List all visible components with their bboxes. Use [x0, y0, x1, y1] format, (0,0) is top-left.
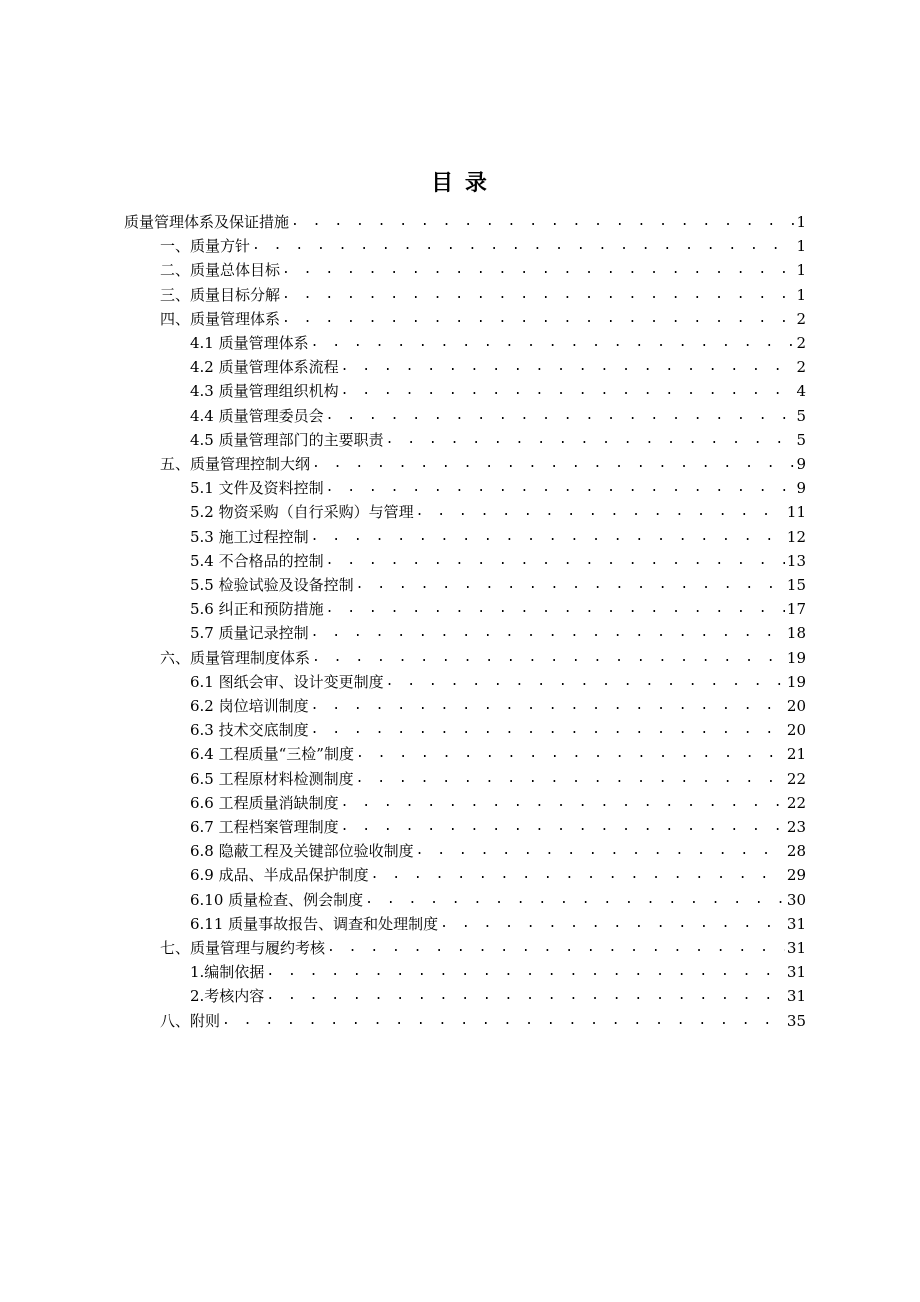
toc-entry-title: 6.11 质量事故报告、调查和处理制度 [190, 915, 439, 933]
toc-entry-title: 6.7 工程档案管理制度 [190, 818, 339, 836]
toc-entry-page-number: 18 [786, 624, 806, 642]
toc-entry[interactable] [160, 232, 806, 256]
toc-entry-page-number: 1 [796, 237, 806, 255]
toc-entry[interactable] [160, 644, 806, 668]
toc-entry[interactable] [190, 353, 806, 377]
toc-entry-page-number: 1 [796, 286, 806, 304]
toc-entry-title: 2.考核内容 [190, 987, 265, 1005]
toc-dot-leader [327, 938, 785, 958]
toc-dot-leader [356, 744, 785, 764]
toc-entry-title: 6.8 隐蔽工程及关键部位验收制度 [190, 842, 414, 860]
toc-entry-title: 三、质量目标分解 [160, 286, 281, 304]
toc-entry[interactable] [160, 1007, 806, 1031]
toc-entry[interactable] [190, 910, 806, 934]
toc-entry[interactable] [190, 595, 806, 619]
toc-entry[interactable] [190, 668, 806, 692]
toc-dot-leader [311, 623, 785, 643]
toc-entry-title: 质量管理体系及保证措施 [124, 213, 290, 231]
toc-entry-title: 六、质量管理制度体系 [160, 649, 311, 667]
toc-dot-leader [416, 841, 785, 861]
toc-entry-page-number: 29 [786, 866, 806, 884]
toc-title: 目 录 [431, 170, 489, 196]
toc-dot-leader [341, 793, 785, 813]
toc-dot-leader [356, 769, 785, 789]
toc-dot-leader [326, 551, 785, 571]
toc-dot-leader [266, 986, 785, 1006]
toc-entry-page-number: 5 [796, 407, 806, 425]
toc-dot-leader [416, 502, 785, 522]
toc-entry[interactable] [190, 547, 806, 571]
toc-entry[interactable] [190, 789, 806, 813]
toc-entry[interactable] [190, 402, 806, 426]
toc-entry[interactable] [190, 377, 806, 401]
toc-dot-leader [341, 357, 794, 377]
toc-dot-leader [365, 890, 785, 910]
toc-entry[interactable] [160, 934, 806, 958]
toc-entry[interactable] [190, 982, 806, 1006]
toc-entry-title: 七、质量管理与履约考核 [160, 939, 326, 957]
toc-dot-leader [311, 696, 785, 716]
toc-entry-title: 5.4 不合格品的控制 [190, 552, 324, 570]
toc-entry-page-number: 1 [796, 213, 806, 231]
toc-entry-title: 4.1 质量管理体系 [190, 334, 309, 352]
toc-dot-leader [311, 527, 785, 547]
toc-dot-leader [312, 454, 794, 474]
toc-dot-leader [386, 672, 785, 692]
toc-entry-page-number: 11 [786, 503, 806, 521]
toc-entry[interactable] [190, 958, 806, 982]
toc-entry-page-number: 2 [796, 358, 806, 376]
toc-entry-title: 6.9 成品、半成品保护制度 [190, 866, 369, 884]
toc-entry-title: 5.1 文件及资料控制 [190, 479, 324, 497]
toc-dot-leader [326, 478, 794, 498]
toc-entry[interactable] [160, 256, 806, 280]
toc-entry-page-number: 9 [796, 479, 806, 497]
toc-entry[interactable] [190, 765, 806, 789]
toc-entry[interactable] [160, 305, 806, 329]
toc-entry-page-number: 28 [786, 842, 806, 860]
toc-entry-title: 6.5 工程原材料检测制度 [190, 770, 354, 788]
toc-dot-leader [312, 648, 785, 668]
toc-entry-page-number: 5 [796, 431, 806, 449]
toc-entry[interactable] [160, 281, 806, 305]
toc-entry-page-number: 17 [786, 600, 806, 618]
toc-entry-page-number: 31 [786, 915, 806, 933]
toc-entry-page-number: 21 [786, 745, 806, 763]
toc-entry-page-number: 22 [786, 794, 806, 812]
toc-entry-title: 6.2 岗位培训制度 [190, 697, 309, 715]
toc-entry-title: 五、质量管理控制大纲 [160, 455, 311, 473]
toc-entry-page-number: 20 [786, 697, 806, 715]
toc-entry[interactable] [190, 813, 806, 837]
toc-dot-leader [252, 236, 794, 256]
toc-entry-page-number: 31 [786, 939, 806, 957]
toc-entry-page-number: 15 [786, 576, 806, 594]
toc-dot-leader [341, 381, 794, 401]
toc-entry-title: 5.6 纠正和预防措施 [190, 600, 324, 618]
toc-entry-page-number: 1 [796, 261, 806, 279]
toc-entry[interactable] [190, 886, 806, 910]
toc-entry-title: 6.1 图纸会审、设计变更制度 [190, 673, 384, 691]
toc-entry-page-number: 22 [786, 770, 806, 788]
toc-entry-page-number: 31 [786, 963, 806, 981]
toc-dot-leader [266, 962, 785, 982]
toc-entry-page-number: 2 [796, 334, 806, 352]
toc-entry-page-number: 19 [786, 673, 806, 691]
toc-entry-title: 6.3 技术交底制度 [190, 721, 309, 739]
toc-entry-page-number: 9 [796, 455, 806, 473]
toc-dot-leader [282, 260, 794, 280]
toc-entry-title: 5.7 质量记录控制 [190, 624, 309, 642]
toc-dot-leader [326, 406, 794, 426]
toc-entry-title: 6.4 工程质量“三检”制度 [190, 745, 354, 763]
toc-entry-title: 四、质量管理体系 [160, 310, 281, 328]
toc-entry-page-number: 13 [786, 552, 806, 570]
toc-entry[interactable] [190, 740, 806, 764]
toc-entry[interactable] [190, 426, 806, 450]
toc-entry-page-number: 31 [786, 987, 806, 1005]
toc-dot-leader [311, 333, 794, 353]
toc-entry[interactable] [190, 571, 806, 595]
toc-entry[interactable] [124, 208, 806, 232]
toc-entry-page-number: 12 [786, 528, 806, 546]
toc-entry[interactable] [190, 523, 806, 547]
toc-dot-leader [386, 430, 794, 450]
toc-dot-leader [291, 212, 794, 232]
toc-dot-leader [282, 285, 794, 305]
toc-entry-title: 4.3 质量管理组织机构 [190, 382, 339, 400]
toc-entry[interactable] [160, 450, 806, 474]
toc-entry-page-number: 20 [786, 721, 806, 739]
toc-entry-title: 5.2 物资采购（自行采购）与管理 [190, 503, 414, 521]
toc-entry[interactable] [190, 692, 806, 716]
toc-entry-title: 5.3 施工过程控制 [190, 528, 309, 546]
toc-entry-title: 4.4 质量管理委员会 [190, 407, 324, 425]
toc-entry-title: 八、附则 [160, 1012, 221, 1030]
toc-entry[interactable] [190, 861, 806, 885]
toc-entry-title: 4.2 质量管理体系流程 [190, 358, 339, 376]
toc-entry-page-number: 19 [786, 649, 806, 667]
toc-entry[interactable] [190, 329, 806, 353]
toc-entry-page-number: 4 [796, 382, 806, 400]
toc-entry-title: 一、质量方针 [160, 237, 251, 255]
toc-entry[interactable] [190, 498, 806, 522]
toc-dot-leader [371, 865, 785, 885]
toc-entry[interactable] [190, 716, 806, 740]
toc-dot-leader [222, 1011, 785, 1031]
toc-entry-page-number: 23 [786, 818, 806, 836]
toc-entry-title: 4.5 质量管理部门的主要职责 [190, 431, 384, 449]
toc-dot-leader [356, 575, 785, 595]
toc-entry-title: 1.编制依据 [190, 963, 265, 981]
toc-dot-leader [440, 914, 785, 934]
toc-entry-page-number: 30 [786, 891, 806, 909]
toc-entry[interactable] [190, 474, 806, 498]
toc-entry-page-number: 35 [786, 1012, 806, 1030]
toc-entry-title: 5.5 检验试验及设备控制 [190, 576, 354, 594]
toc-entry-title: 二、质量总体目标 [160, 261, 281, 279]
toc-entry-page-number: 2 [796, 310, 806, 328]
toc-dot-leader [326, 599, 785, 619]
toc-dot-leader [341, 817, 785, 837]
toc-dot-leader [311, 720, 785, 740]
toc-entry-title: 6.10 质量检查、例会制度 [190, 891, 364, 909]
toc-entry-title: 6.6 工程质量消缺制度 [190, 794, 339, 812]
toc-dot-leader [282, 309, 794, 329]
toc-entry[interactable] [190, 619, 806, 643]
toc-entry[interactable] [190, 837, 806, 861]
